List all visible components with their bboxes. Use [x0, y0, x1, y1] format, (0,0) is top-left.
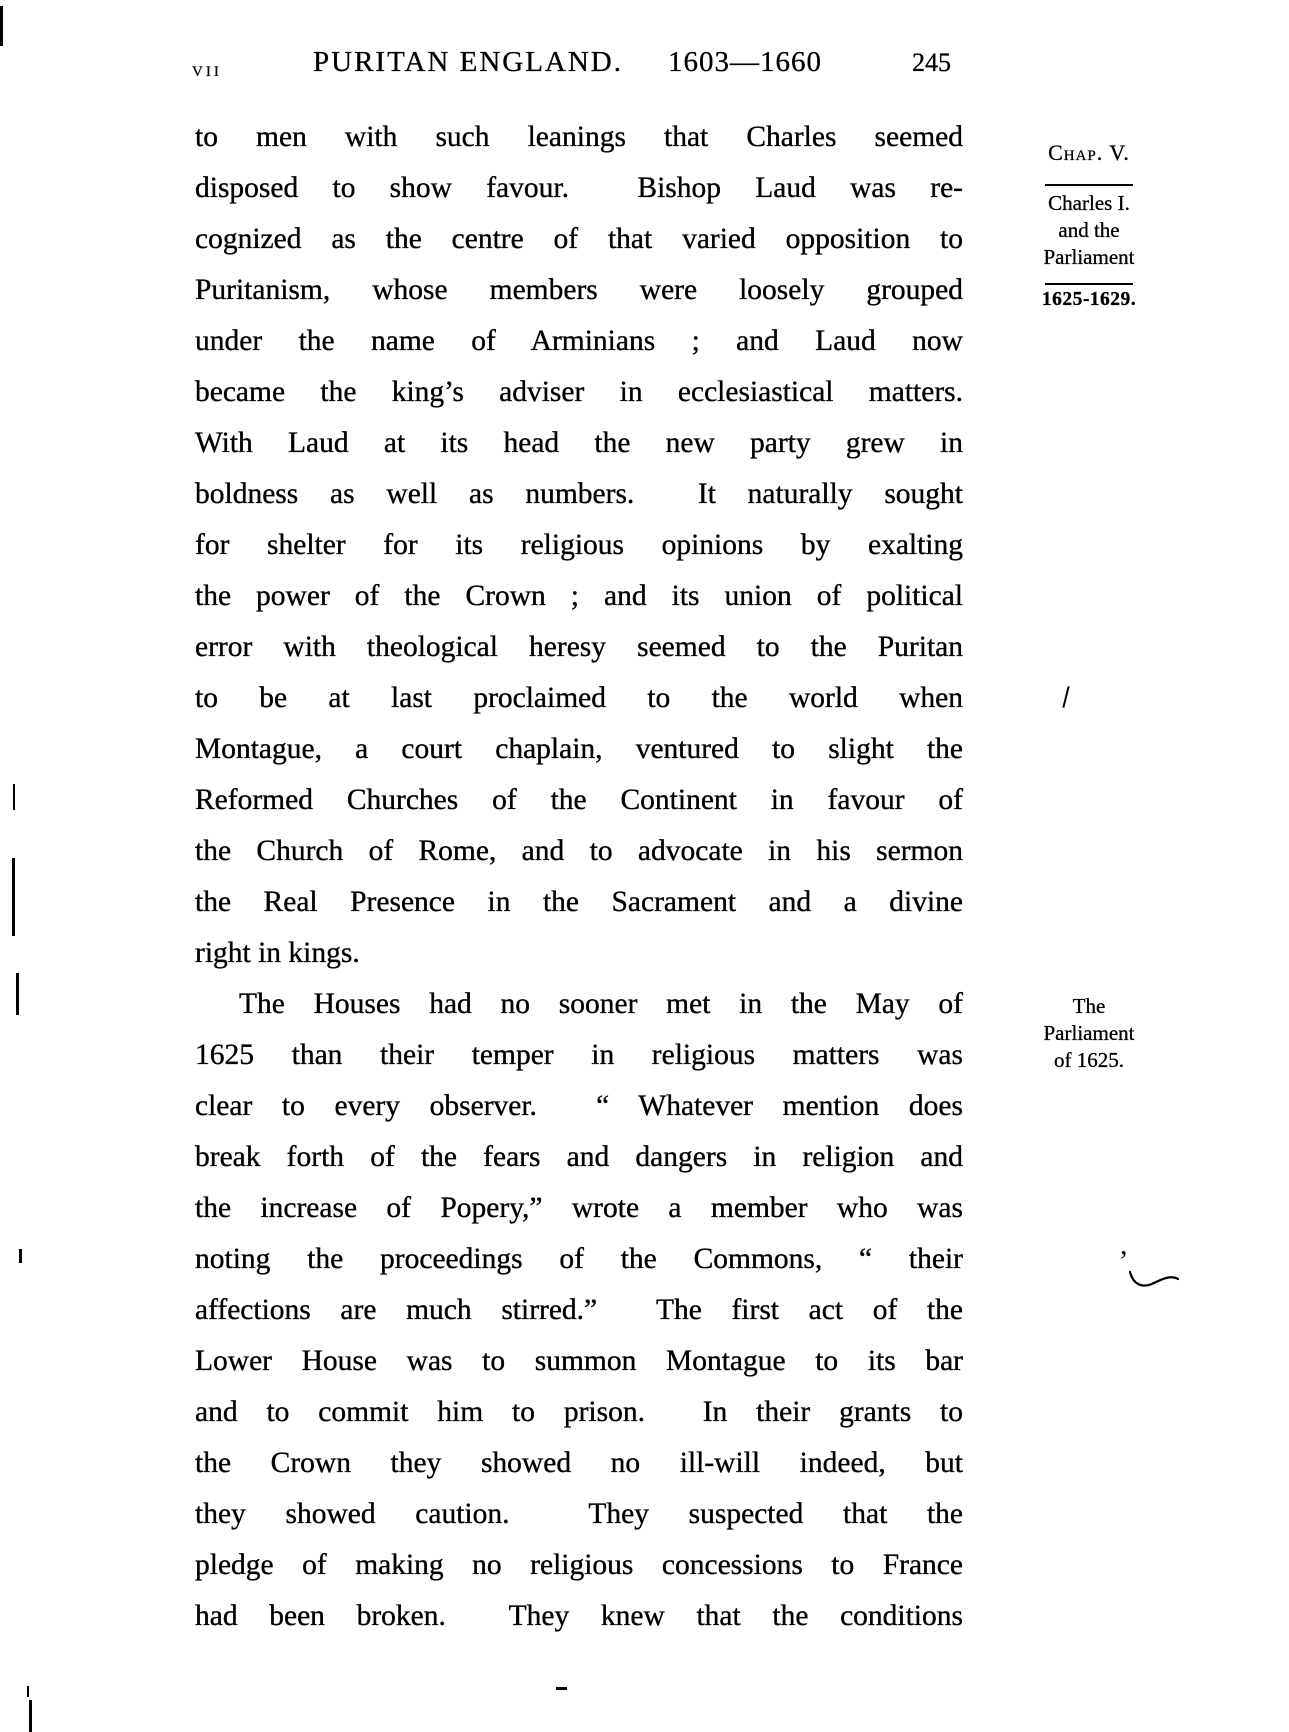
margin-note-line: of 1625. — [1054, 1048, 1124, 1072]
text-line: the increase of Popery,” wrote a member who was — [195, 1192, 963, 1224]
margin-note-chapter: Chap. V. — [1048, 140, 1130, 165]
margin-note-line: The — [1072, 994, 1106, 1018]
text-line: error with theological heresy seemed to the Puritan — [195, 631, 963, 663]
margin-note-rule — [1045, 184, 1133, 186]
text-line: clear to every observer. “ Whatever mention does — [195, 1090, 963, 1122]
scan-artifact-edge-mark — [12, 858, 15, 936]
text-line: right in kings. — [195, 937, 360, 969]
margin-note-parliament-1625 — [1003, 993, 1175, 1074]
scan-artifact-edge-mark — [29, 1700, 32, 1732]
scan-artifact-dash-mark — [556, 1687, 567, 1690]
body-text-column — [195, 112, 963, 1642]
text-line: the Real Presence in the Sacrament and a divine — [195, 886, 963, 918]
margin-note-rule — [1045, 283, 1133, 285]
scan-artifact-swoosh-mark — [1128, 1266, 1182, 1296]
header-running-title: PURITAN ENGLAND. — [313, 46, 623, 78]
text-line: Puritanism, whose members were loosely grouped — [195, 274, 963, 306]
scan-artifact-slash-mark — [1062, 686, 1069, 708]
scan-artifact-edge-mark — [0, 6, 3, 46]
text-line: Montague, a court chaplain, ventured to slight the — [195, 733, 963, 765]
text-line: Lower House was to summon Montague to its bar — [195, 1345, 963, 1377]
text-line: The Houses had no sooner met in the May of — [239, 988, 963, 1020]
text-line: had been broken. They knew that the conditions — [195, 1600, 963, 1632]
text-line: to men with such leanings that Charles seemed — [195, 121, 963, 153]
margin-note-years: 1625-1629. — [1041, 289, 1137, 310]
text-line: they showed caution. They suspected that the — [195, 1498, 963, 1530]
text-line: to be at last proclaimed to the world when — [195, 682, 963, 714]
margin-note-line: Parliament — [1043, 1021, 1135, 1045]
text-line: break forth of the fears and dangers in religion and — [195, 1141, 963, 1173]
scan-artifact-edge-mark — [13, 784, 15, 810]
header-signature-mark: vii — [192, 56, 222, 81]
header-date-range: 1603—1660 — [668, 46, 822, 78]
text-line: and to commit him to prison. In their grants to — [195, 1396, 963, 1428]
margin-note-line: and the — [1058, 218, 1120, 242]
text-line: the power of the Crown ; and its union of political — [195, 580, 963, 612]
text-line: 1625 than their temper in religious matters was — [195, 1039, 963, 1071]
text-line: became the king’s adviser in ecclesiastical matters. — [195, 376, 963, 408]
scan-artifact-edge-mark — [19, 1249, 22, 1263]
scan-artifact-edge-mark — [16, 973, 19, 1015]
scan-artifact-comma-mark: , — [1120, 1228, 1128, 1261]
margin-note-charles — [1003, 190, 1175, 271]
header-page-number: 245 — [912, 48, 951, 77]
text-line: cognized as the centre of that varied opposition to — [195, 223, 963, 255]
text-line: With Laud at its head the new party grew in — [195, 427, 963, 459]
text-line: Reformed Churches of the Continent in favour of — [195, 784, 963, 816]
text-line: boldness as well as numbers. It naturally sought — [195, 478, 963, 510]
text-line: pledge of making no religious concessions to France — [195, 1549, 963, 1581]
scan-artifact-edge-mark — [27, 1686, 29, 1697]
text-line: under the name of Arminians ; and Laud now — [195, 325, 963, 357]
text-line: the Crown they showed no ill-will indeed, but — [195, 1447, 963, 1479]
text-line: noting the proceedings of the Commons, “ their — [195, 1243, 963, 1275]
margin-note-line: Charles I. — [1048, 191, 1130, 215]
text-line: the Church of Rome, and to advocate in his sermon — [195, 835, 963, 867]
text-line: affections are much stirred.” The first act of the — [195, 1294, 963, 1326]
text-line: for shelter for its religious opinions by exalting — [195, 529, 963, 561]
margin-note-line: Parliament — [1043, 245, 1135, 269]
text-line: disposed to show favour. Bishop Laud was re- — [195, 172, 963, 204]
